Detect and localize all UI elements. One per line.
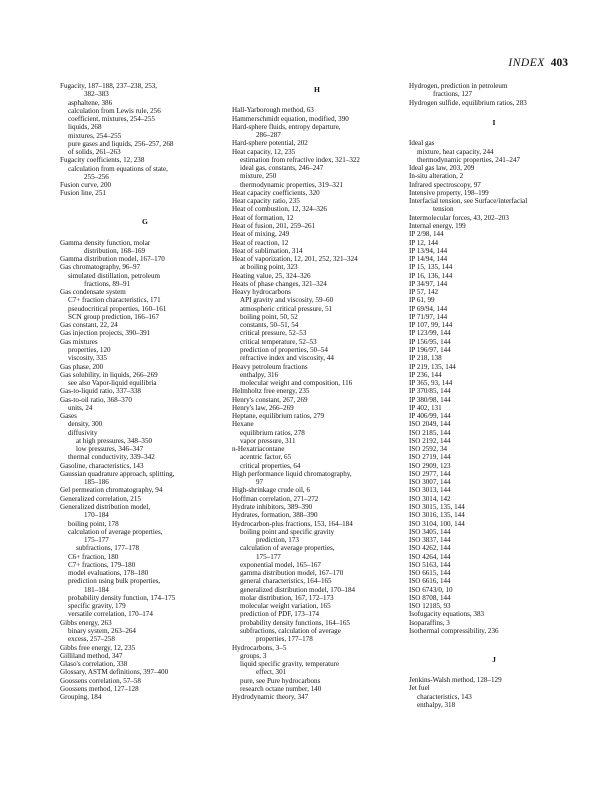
index-entry: Heat of vaporization, 12, 201, 252, 321–324	[232, 255, 358, 264]
index-entry: Ideal gas	[409, 139, 435, 148]
index-subentry: 185–186	[84, 478, 109, 487]
index-subentry: C7+ fraction characteristics, 171	[68, 296, 161, 305]
index-entry: Gasoline, characteristics, 143	[60, 461, 144, 470]
index-entry: Gamma distribution model, 167–170	[60, 255, 165, 264]
spacer	[60, 230, 230, 238]
index-subentry: liquids, 268	[68, 123, 102, 132]
index-entry: Hydrates, formation, 388–390	[232, 511, 318, 520]
index-entry: IP 2/98, 144	[409, 230, 444, 239]
index-entry: ISO 4262, 144	[409, 544, 451, 553]
index-entry: ISO 3104, 100, 144	[409, 519, 465, 528]
index-subentry: binary system, 263–264	[68, 627, 136, 635]
index-subentry: prediction of PDF, 173–174	[240, 610, 320, 619]
index-subentry: model evaluations, 178–180	[68, 569, 149, 578]
index-subentry: properties, 120	[68, 345, 111, 354]
index-entry: Henry's law, 266–269	[232, 403, 294, 412]
index-entry: Heavy hydrocarbons	[232, 288, 291, 297]
index-subentry: units, 24	[68, 403, 93, 412]
index-subentry: density, 300	[68, 420, 103, 429]
index-entry: Hall-Yarborough method, 63	[232, 106, 314, 115]
index-subentry: boiling point, 50, 52	[240, 312, 298, 321]
running-head	[508, 57, 568, 69]
index-subentry: characteristics, 143	[417, 692, 472, 701]
index-entry: Isothermal compressibility, 236	[409, 627, 499, 635]
index-subentry: excess, 257–258	[68, 635, 115, 644]
index-entry: ISO 2049, 144	[409, 420, 451, 429]
index-subentry: ideal gas, constants, 246–247	[240, 164, 324, 173]
index-subentry: estimation from refractive index, 321–322	[240, 155, 360, 164]
index-subentry: probability density functions, 164–165	[240, 618, 350, 627]
index-subentry: calculation from equations of state,	[68, 164, 168, 173]
index-subentry: boiling point and specific gravity	[240, 527, 335, 536]
index-entry: Fugacity, 187–188, 237–238, 253,	[60, 82, 158, 90]
index-subentry: subfractions, calculation of average	[240, 627, 341, 635]
index-subentry: distribution, 168–169	[84, 246, 146, 255]
index-subentry: effect, 301	[256, 668, 287, 677]
spacer	[60, 198, 230, 206]
index-subentry: gamma distribution model, 167–170	[240, 569, 344, 578]
index-entry: Fusion line, 251	[60, 189, 106, 198]
index-entry: Heat of sublimation, 314	[232, 246, 303, 255]
index-entry: IP 107, 99, 144	[409, 321, 453, 330]
index-subentry: tension	[433, 205, 454, 214]
index-entry: ISO 3405, 144	[409, 527, 451, 536]
index-subentry: C6+ fraction, 180	[68, 552, 119, 561]
index-entry: Gas chromatography, 96–97	[60, 263, 141, 272]
index-entry: IP 15, 135, 144	[409, 263, 453, 272]
index-subentry: molecular weight and composition, 116	[240, 379, 353, 388]
index-subentry: equilibrium ratios, 278	[240, 428, 305, 437]
index-subentry: 286–287	[256, 131, 281, 140]
index-entry: Isofugacity equations, 383	[409, 610, 485, 619]
index-subentry: general characteristics, 164–165	[240, 577, 332, 586]
index-entry: Intermolecular forces, 43, 202–203	[409, 213, 509, 222]
index-subentry: API gravity and viscosity, 59–60	[240, 296, 334, 305]
index-subentry: molecular weight variation, 165	[240, 602, 331, 611]
index-entry: ISO 2192, 144	[409, 436, 451, 445]
index-entry: Generalized distribution model,	[60, 503, 151, 512]
index-entry: Gibbs energy, 263	[60, 618, 112, 627]
index-subentry: research octane number, 140	[240, 684, 322, 693]
index-subentry: 175–177	[256, 552, 281, 561]
index-entry: Heavy petroleum fractions	[232, 362, 308, 371]
index-entry: Heating value, 25, 324–326	[232, 271, 311, 280]
index-entry: ISO 2185, 144	[409, 428, 451, 437]
index-entry: IP 365, 93, 144	[409, 379, 453, 388]
index-entry: Hydrogen sulfide, equilibrium ratios, 283	[409, 98, 527, 107]
index-entry: IP 16, 136, 144	[409, 271, 453, 280]
index-entry: Goossens correlation, 57–58	[60, 676, 141, 685]
index-subentry: critical temperature, 52–53	[240, 337, 317, 346]
index-entry: ISO 3837, 144	[409, 536, 451, 545]
index-entry: IP 13/94, 144	[409, 246, 448, 255]
index-subentry: prediction using bulk properties,	[68, 577, 161, 586]
index-entry: ISO 2592, 34	[409, 445, 448, 454]
index-entry: ISO 3013, 144	[409, 486, 451, 495]
index-subentry: mixture, heat capacity, 244	[417, 147, 494, 156]
spacer	[409, 668, 579, 676]
index-subentry: enthalpy, 318	[417, 700, 456, 709]
index-entry: Gas constant, 22, 24	[60, 321, 118, 330]
index-subentry: 170–184	[84, 511, 109, 520]
index-subentry: 255–256	[84, 172, 109, 181]
index-entry: Heat capacity, 12, 235	[232, 147, 296, 156]
index-entry: Hoffman correlation, 271–272	[232, 494, 319, 503]
index-subentry: viscosity, 335	[68, 354, 107, 363]
index-entry: IP 57, 142	[409, 288, 439, 297]
index-entry: Heat capacity coefficients, 320	[232, 188, 320, 197]
index-entry: Heat of formation, 12	[232, 213, 294, 222]
index-entry: ISO 5163, 144	[409, 560, 451, 569]
index-entry: Gas-to-liquid ratio, 337–338	[60, 387, 141, 396]
index-entry: Infrared spectroscopy, 97	[409, 180, 481, 189]
index-subentry: of solids, 261–263	[68, 148, 121, 157]
index-entry: ISO 2977, 144	[409, 469, 451, 478]
index-subentry: vapor pressure, 311	[240, 436, 296, 445]
index-subentry: pure gases and liquids, 256–257, 268	[68, 139, 174, 148]
index-entry: IP 156/95, 144	[409, 337, 451, 346]
index-entry: IP 219, 135, 144	[409, 362, 456, 371]
index-entry: IP 61, 99	[409, 296, 435, 305]
index-subentry: probability density function, 174–175	[68, 593, 176, 602]
index-subentry: prediction of properties, 50–54	[240, 345, 328, 354]
index-entry: Grouping, 184	[60, 693, 102, 702]
index-entry: Fugacity coefficients, 12, 238	[60, 156, 145, 165]
index-subentry: thermodynamic properties, 319–321	[240, 180, 344, 189]
index-entry: Hard-sphere potential, 202	[232, 139, 308, 148]
index-entry: ISO 8708, 144	[409, 593, 451, 602]
index-subentry: exponential model, 165–167	[240, 560, 321, 569]
index-entry: Interfacial tension, see Surface/interfacial	[409, 197, 528, 206]
index-subentry: versatile correlation, 170–174	[68, 610, 153, 619]
spacer	[409, 644, 579, 652]
index-subentry: coefficient, mixtures, 254–255	[68, 115, 155, 124]
spacer	[409, 131, 579, 139]
index-entry: ISO 2909, 123	[409, 461, 451, 470]
index-entry: IP 380/98, 144	[409, 395, 451, 404]
index-entry: Heptane, equilibrium ratios, 279	[232, 412, 325, 421]
index-subentry: boiling point, 178	[68, 519, 119, 528]
index-entry: Heat of combustion, 12, 324–326	[232, 205, 327, 214]
index-entry: ISO 6615, 144	[409, 569, 451, 578]
index-subentry: generalized distribution model, 170–184	[240, 585, 356, 594]
index-entry: IP 402, 131	[409, 403, 442, 412]
index-entry: Gaussian quadrature approach, splitting,	[60, 469, 175, 478]
index-entry: Hydrogen, prediction in petroleum	[409, 82, 508, 90]
index-subentry: asphaltene, 386	[68, 98, 113, 107]
index-entry: ISO 12185, 93	[409, 602, 451, 611]
index-entry: Ideal gas law, 203, 209	[409, 164, 475, 173]
index-entry: IP 406/99, 144	[409, 412, 451, 421]
index-subentry: prediction, 173	[256, 536, 299, 545]
index-entry: Intensive property, 198–199	[409, 188, 489, 197]
index-entry: Glossary, ASTM definitions, 397–400	[60, 668, 169, 677]
index-entry: Hydrocarbons, 3–5	[232, 643, 287, 652]
index-entry: Henry's constant, 267, 269	[232, 395, 308, 404]
index-subentry: liquid specific gravity, temperature	[240, 660, 340, 669]
index-entry: Hexane	[232, 420, 254, 429]
index-entry: IP 69/94, 144	[409, 304, 448, 313]
index-entry: High performance liquid chromatography,	[232, 469, 352, 478]
index-column-2	[232, 82, 402, 701]
index-entry: Hard-sphere fluids, entropy departure,	[232, 122, 341, 131]
index-entry: ISO 3015, 135, 144	[409, 503, 465, 512]
index-subentry: pure, see Pure hydrocarbons	[240, 676, 321, 685]
index-entry: IP 236, 144	[409, 370, 442, 379]
index-column-1	[60, 82, 230, 701]
index-entry: Gas solubility, in liquids, 266–269	[60, 370, 158, 379]
section-letter: G	[142, 217, 148, 227]
section-letter: J	[492, 654, 496, 664]
index-entry: n-Hexatriacontane	[232, 445, 285, 454]
index-entry: Gas phase, 200	[60, 362, 104, 371]
index-subentry: specific gravity, 179	[68, 602, 126, 611]
index-entry: Gas-to-oil ratio, 368–370	[60, 395, 132, 404]
index-subentry: 382–383	[84, 90, 109, 99]
index-entry: ISO 2719, 144	[409, 453, 451, 462]
index-entry: Hydrate inhibitors, 389–390	[232, 503, 313, 512]
index-subentry: constants, 50–51, 54	[240, 321, 299, 330]
index-subentry: calculation from Lewis rule, 256	[68, 106, 161, 115]
index-subentry: subfractions, 177–178	[76, 544, 140, 553]
index-subentry: at boiling point, 323	[240, 263, 298, 272]
index-entry: Gilliland method, 347	[60, 651, 123, 660]
index-subentry: critical properties, 64	[240, 461, 301, 470]
index-entry: ISO 6616, 144	[409, 577, 451, 586]
index-entry: High-shrinkage crude oil, 6	[232, 486, 311, 495]
spacer	[409, 107, 579, 115]
index-entry: ISO 6743/0, 10	[409, 585, 453, 594]
index-subentry: 175–177	[84, 536, 109, 545]
index-subentry: diffusivity	[68, 428, 98, 437]
index-entry: In-situ alteration, 2	[409, 172, 464, 181]
index-entry: ISO 3007, 144	[409, 478, 451, 487]
index-entry: IP 123/99, 144	[409, 329, 451, 338]
index-column-3	[409, 82, 579, 709]
index-entry: Heat of mixing, 249	[232, 230, 290, 239]
index-entry: Fusion curve, 200	[60, 181, 112, 190]
index-subentry: mixtures, 254–255	[68, 131, 122, 140]
index-entry: Isoparaffins, 3	[409, 618, 450, 627]
index-entry: IP 12, 144	[409, 238, 439, 247]
index-entry: Hydrocarbon-plus fractions, 153, 164–184	[232, 519, 353, 528]
index-subentry: thermodynamic properties, 241–247	[417, 155, 521, 164]
index-entry: Jenkins-Walsh method, 128–129	[409, 676, 502, 685]
index-entry: ISO 4264, 144	[409, 552, 451, 561]
index-entry: ISO 3014, 142	[409, 494, 451, 503]
index-subentry: low pressures, 346–347	[76, 445, 144, 454]
spacer	[60, 206, 230, 214]
index-entry: Heat of reaction, 12	[232, 238, 289, 247]
section-letter: I	[492, 118, 496, 128]
index-entry: Jet fuel	[409, 684, 430, 693]
index-entry: Gas mixtures	[60, 337, 98, 346]
index-subentry: SCN group prediction, 166–167	[68, 312, 160, 321]
index-entry: Gas condensate system	[60, 288, 126, 297]
index-subentry: fractions, 127	[433, 90, 473, 99]
index-subentry: thermal conductivity, 339–342	[68, 453, 155, 462]
index-subentry: calculation of average properties,	[68, 527, 163, 536]
index-entry: Helmholtz free energy, 235	[232, 387, 310, 396]
index-entry: Gel permeation chromatography, 94	[60, 486, 163, 495]
index-entry: IP 370/85, 144	[409, 387, 451, 396]
index-entry: Internal energy, 199	[409, 221, 466, 230]
index-entry: IP 34/97, 144	[409, 279, 448, 288]
index-subentry: critical pressure, 52–53	[240, 329, 307, 338]
index-entry: Goossens method, 127–128	[60, 684, 139, 693]
index-subentry: properties, 177–178	[256, 635, 313, 644]
index-subentry: calculation of average properties,	[240, 544, 335, 553]
page-number: 403	[550, 57, 568, 69]
index-entry: Hydrodynamic theory, 347	[232, 693, 309, 702]
index-entry: Gibbs free energy, 12, 235	[60, 643, 136, 652]
index-entry: Generalized correlation, 215	[60, 494, 141, 503]
index-subentry: groups, 3	[240, 651, 267, 660]
index-entry: IP 196/97, 144	[409, 345, 451, 354]
index-entry: ISO 3016, 135, 144	[409, 511, 465, 520]
index-subentry: simulated distillation, petroleum	[68, 271, 161, 280]
section-letter: H	[314, 85, 320, 94]
index-subentry: pseudocritical properties, 160–161	[68, 304, 167, 313]
index-entry: Heat capacity ratio, 235	[232, 197, 300, 206]
index-subentry: C7+ fractions, 179–180	[68, 560, 136, 569]
index-entry: Heat of fusion, 201, 259–261	[232, 221, 316, 230]
index-entry: Hammerschmidt equation, modified, 390	[232, 114, 349, 123]
index-entry: Glaso's correlation, 338	[60, 660, 128, 669]
spacer	[409, 635, 579, 643]
index-subentry: fractions, 89–91	[84, 279, 131, 288]
index-subentry: molar distribution, 167, 172–173	[240, 593, 334, 602]
index-subentry: 97	[256, 478, 264, 487]
index-subentry: mixture, 250	[240, 172, 277, 181]
spacer	[232, 98, 402, 106]
index-entry: IP 218, 138	[409, 354, 442, 363]
index-subentry: see also Vapor-liquid equilibria	[68, 379, 157, 388]
running-head-title: INDEX	[508, 57, 545, 69]
index-subentry: refractive index and viscosity, 44	[240, 354, 334, 363]
index-entry: Gamma density function, molar	[60, 238, 151, 247]
index-subentry: atmospheric critical pressure, 51	[240, 304, 333, 313]
index-entry: Heats of phase changes, 321–324	[232, 279, 327, 288]
index-entry: Gases	[60, 412, 77, 421]
index-subentry: 181–184	[84, 585, 109, 594]
index-subentry: acentric factor, 65	[240, 453, 292, 462]
index-subentry: enthalpy, 316	[240, 370, 279, 379]
index-entry: Gas injection projects, 390–391	[60, 329, 151, 338]
index-entry: IP 71/97, 144	[409, 312, 448, 321]
index-entry: IP 14/94, 144	[409, 255, 448, 264]
index-subentry: at high pressures, 348–350	[76, 436, 153, 445]
